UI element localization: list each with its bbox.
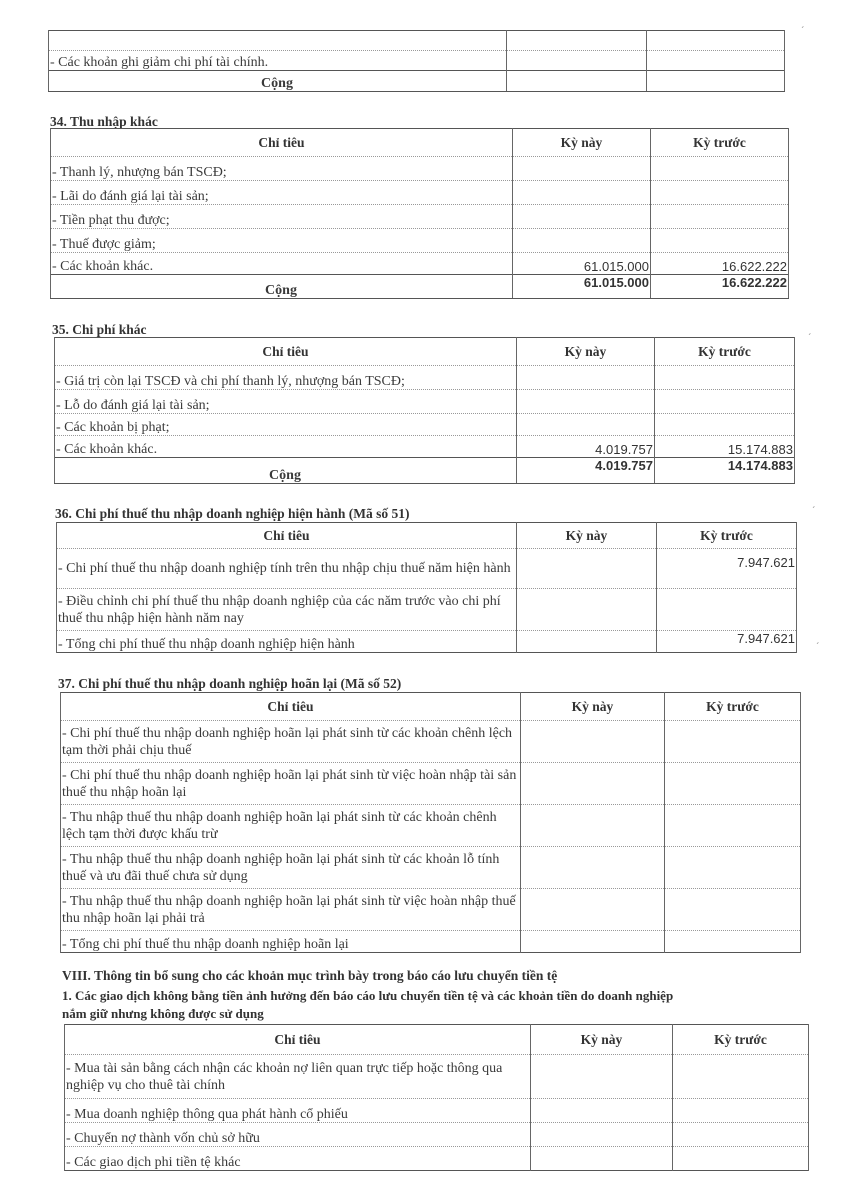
total-current [507, 71, 647, 92]
header-item: Chỉ tiêu [57, 523, 517, 549]
row-current [517, 589, 657, 631]
header-row [57, 523, 797, 549]
table-row [51, 205, 789, 229]
row-previous [655, 390, 795, 414]
table-row [61, 805, 801, 847]
row-previous [647, 31, 785, 51]
row-current [513, 181, 651, 205]
row-current [531, 1099, 673, 1123]
row-previous [647, 51, 785, 71]
row-label: - Điều chỉnh chi phí thuế thu nhập doanh nghiệp của các năm trước vào chi phí thuế thu nhập hiện hành năm nay [57, 589, 517, 631]
row-label: - Chi phí thuế thu nhập doanh nghiệp tính trên thu nhập chịu thuế năm hiện hành [57, 549, 517, 589]
header-current: Kỳ này [521, 693, 665, 721]
row-label: - Lỗ do đánh giá lại tài sản; [55, 390, 517, 414]
row-previous: 7.947.621 [657, 631, 797, 653]
table-current-cit-expense [56, 522, 797, 653]
row-current [531, 1147, 673, 1171]
row-label: - Giá trị còn lại TSCĐ và chi phí thanh lý, nhượng bán TSCĐ; [55, 366, 517, 390]
row-previous: 7.947.621 [657, 549, 797, 589]
row-label: - Thuế được giảm; [51, 229, 513, 253]
total-row [55, 458, 795, 484]
section-37-title: 37. Chi phí thuế thu nhập doanh nghiệp hoãn lại (Mã số 52) [58, 676, 402, 691]
total-previous: 16.622.222 [651, 275, 789, 299]
table-other-income [50, 128, 789, 299]
table-row [51, 181, 789, 205]
section-35-title: 35. Chi phí khác [52, 322, 147, 337]
row-current: 4.019.757 [517, 436, 655, 458]
row-label: - Tổng chi phí thuế thu nhập doanh nghiệp hoãn lại [61, 931, 521, 953]
header-item: Chỉ tiêu [61, 693, 521, 721]
table-row [51, 253, 789, 275]
header-item: Chỉ tiêu [51, 129, 513, 157]
total-previous: 14.174.883 [655, 458, 795, 484]
row-previous [655, 414, 795, 436]
header-item: Chỉ tiêu [65, 1025, 531, 1055]
row-label: - Các giao dịch phi tiền tệ khác [65, 1147, 531, 1171]
table-other-expense [54, 337, 795, 484]
header-previous: Kỳ trước [673, 1025, 809, 1055]
table-row [55, 414, 795, 436]
section-viii-1-title-line2: nắm giữ nhưng không được sử dụng [62, 1006, 264, 1021]
row-previous [665, 889, 801, 931]
row-previous [651, 157, 789, 181]
row-current [513, 229, 651, 253]
row-current [521, 805, 665, 847]
row-previous [673, 1099, 809, 1123]
row-current [517, 631, 657, 653]
table-row [65, 1055, 809, 1099]
header-row [51, 129, 789, 157]
row-current [521, 931, 665, 953]
table-row [61, 763, 801, 805]
row-current [513, 157, 651, 181]
section-34-title: 34. Thu nhập khác [50, 114, 158, 129]
scan-mark: ˊ [816, 642, 820, 653]
table-row [57, 631, 797, 653]
header-row [55, 338, 795, 366]
header-current: Kỳ này [517, 338, 655, 366]
row-previous [673, 1147, 809, 1171]
header-current: Kỳ này [513, 129, 651, 157]
row-previous [673, 1055, 809, 1099]
section-viii-title: VIII. Thông tin bổ sung cho các khoản mục trình bày trong báo cáo lưu chuyển tiền tệ [62, 968, 558, 983]
row-label: - Thu nhập thuế thu nhập doanh nghiệp hoãn lại phát sinh từ việc hoàn nhập thuế thu nhập hoãn lại phải trả [61, 889, 521, 931]
row-current [507, 31, 647, 51]
header-previous: Kỳ trước [657, 523, 797, 549]
table-row [51, 157, 789, 181]
table-row [61, 931, 801, 953]
table-row [55, 436, 795, 458]
row-previous: 15.174.883 [655, 436, 795, 458]
table-row [55, 390, 795, 414]
row-current [507, 51, 647, 71]
row-label: - Thu nhập thuế thu nhập doanh nghiệp hoãn lại phát sinh từ các khoản lỗ tính thuế và ưu đãi thuế chưa sử dụng [61, 847, 521, 889]
table-row [51, 229, 789, 253]
table-row [49, 31, 785, 51]
table-row [49, 51, 785, 71]
row-label: - Tiền phạt thu được; [51, 205, 513, 229]
row-label: - Tổng chi phí thuế thu nhập doanh nghiệp hiện hành [57, 631, 517, 653]
row-label: - Các khoản ghi giảm chi phí tài chính. [49, 51, 507, 71]
row-current [521, 889, 665, 931]
row-current [517, 414, 655, 436]
row-label: - Thanh lý, nhượng bán TSCĐ; [51, 157, 513, 181]
table-non-cash-transactions [64, 1024, 809, 1171]
scan-mark: ˊ [801, 26, 805, 37]
row-current [521, 763, 665, 805]
section-36-title: 36. Chi phí thuế thu nhập doanh nghiệp hiện hành (Mã số 51) [55, 506, 410, 521]
row-label [49, 31, 507, 51]
total-label: Cộng [51, 275, 513, 299]
row-current [531, 1055, 673, 1099]
header-item: Chỉ tiêu [55, 338, 517, 366]
table-row [57, 589, 797, 631]
row-previous [655, 366, 795, 390]
row-label: - Mua doanh nghiệp thông qua phát hành cổ phiếu [65, 1099, 531, 1123]
table-financial-expense-continued [48, 30, 785, 92]
scan-mark: ˊ [808, 333, 812, 344]
row-previous [673, 1123, 809, 1147]
table-row [57, 549, 797, 589]
row-current [517, 549, 657, 589]
total-label: Cộng [55, 458, 517, 484]
row-label: - Các khoản khác. [55, 436, 517, 458]
row-label: - Chuyển nợ thành vốn chủ sở hữu [65, 1123, 531, 1147]
header-row [65, 1025, 809, 1055]
row-label: - Lãi do đánh giá lại tài sản; [51, 181, 513, 205]
table-row [65, 1123, 809, 1147]
header-row [61, 693, 801, 721]
row-label: - Chi phí thuế thu nhập doanh nghiệp hoãn lại phát sinh từ việc hoàn nhập tài sản thuế thu nhập hoãn lại [61, 763, 521, 805]
section-viii-1-title-line1: 1. Các giao dịch không bằng tiền ảnh hưởng đến báo cáo lưu chuyển tiền tệ và các khoản tiền do doanh nghiệp [62, 988, 674, 1003]
row-label: - Chi phí thuế thu nhập doanh nghiệp hoãn lại phát sinh từ các khoản chênh lệch tạm thời phải chịu thuế [61, 721, 521, 763]
table-row [61, 847, 801, 889]
row-previous [657, 589, 797, 631]
row-label: - Thu nhập thuế thu nhập doanh nghiệp hoãn lại phát sinh từ các khoản chênh lệch tạm thời được khấu trừ [61, 805, 521, 847]
row-label: - Mua tài sản bằng cách nhận các khoản nợ liên quan trực tiếp hoặc thông qua nghiệp vụ cho thuê tài chính [65, 1055, 531, 1099]
total-label: Cộng [49, 71, 507, 92]
table-row [65, 1099, 809, 1123]
row-previous [651, 229, 789, 253]
table-row [61, 721, 801, 763]
row-current [517, 390, 655, 414]
row-previous: 16.622.222 [651, 253, 789, 275]
header-current: Kỳ này [531, 1025, 673, 1055]
row-previous [651, 181, 789, 205]
header-previous: Kỳ trước [665, 693, 801, 721]
header-previous: Kỳ trước [651, 129, 789, 157]
header-previous: Kỳ trước [655, 338, 795, 366]
row-label: - Các khoản bị phạt; [55, 414, 517, 436]
row-current: 61.015.000 [513, 253, 651, 275]
table-deferred-cit-expense [60, 692, 801, 953]
row-current [531, 1123, 673, 1147]
header-current: Kỳ này [517, 523, 657, 549]
row-previous [665, 931, 801, 953]
row-current [521, 847, 665, 889]
total-row [49, 71, 785, 92]
row-previous [665, 805, 801, 847]
row-previous [665, 847, 801, 889]
total-previous [647, 71, 785, 92]
total-current: 4.019.757 [517, 458, 655, 484]
row-label: - Các khoản khác. [51, 253, 513, 275]
table-row [55, 366, 795, 390]
row-previous [665, 763, 801, 805]
total-current: 61.015.000 [513, 275, 651, 299]
row-previous [651, 205, 789, 229]
total-row [51, 275, 789, 299]
table-row [61, 889, 801, 931]
row-previous [665, 721, 801, 763]
scan-mark: ˊ [812, 506, 816, 517]
row-current [521, 721, 665, 763]
row-current [517, 366, 655, 390]
table-row [65, 1147, 809, 1171]
row-current [513, 205, 651, 229]
